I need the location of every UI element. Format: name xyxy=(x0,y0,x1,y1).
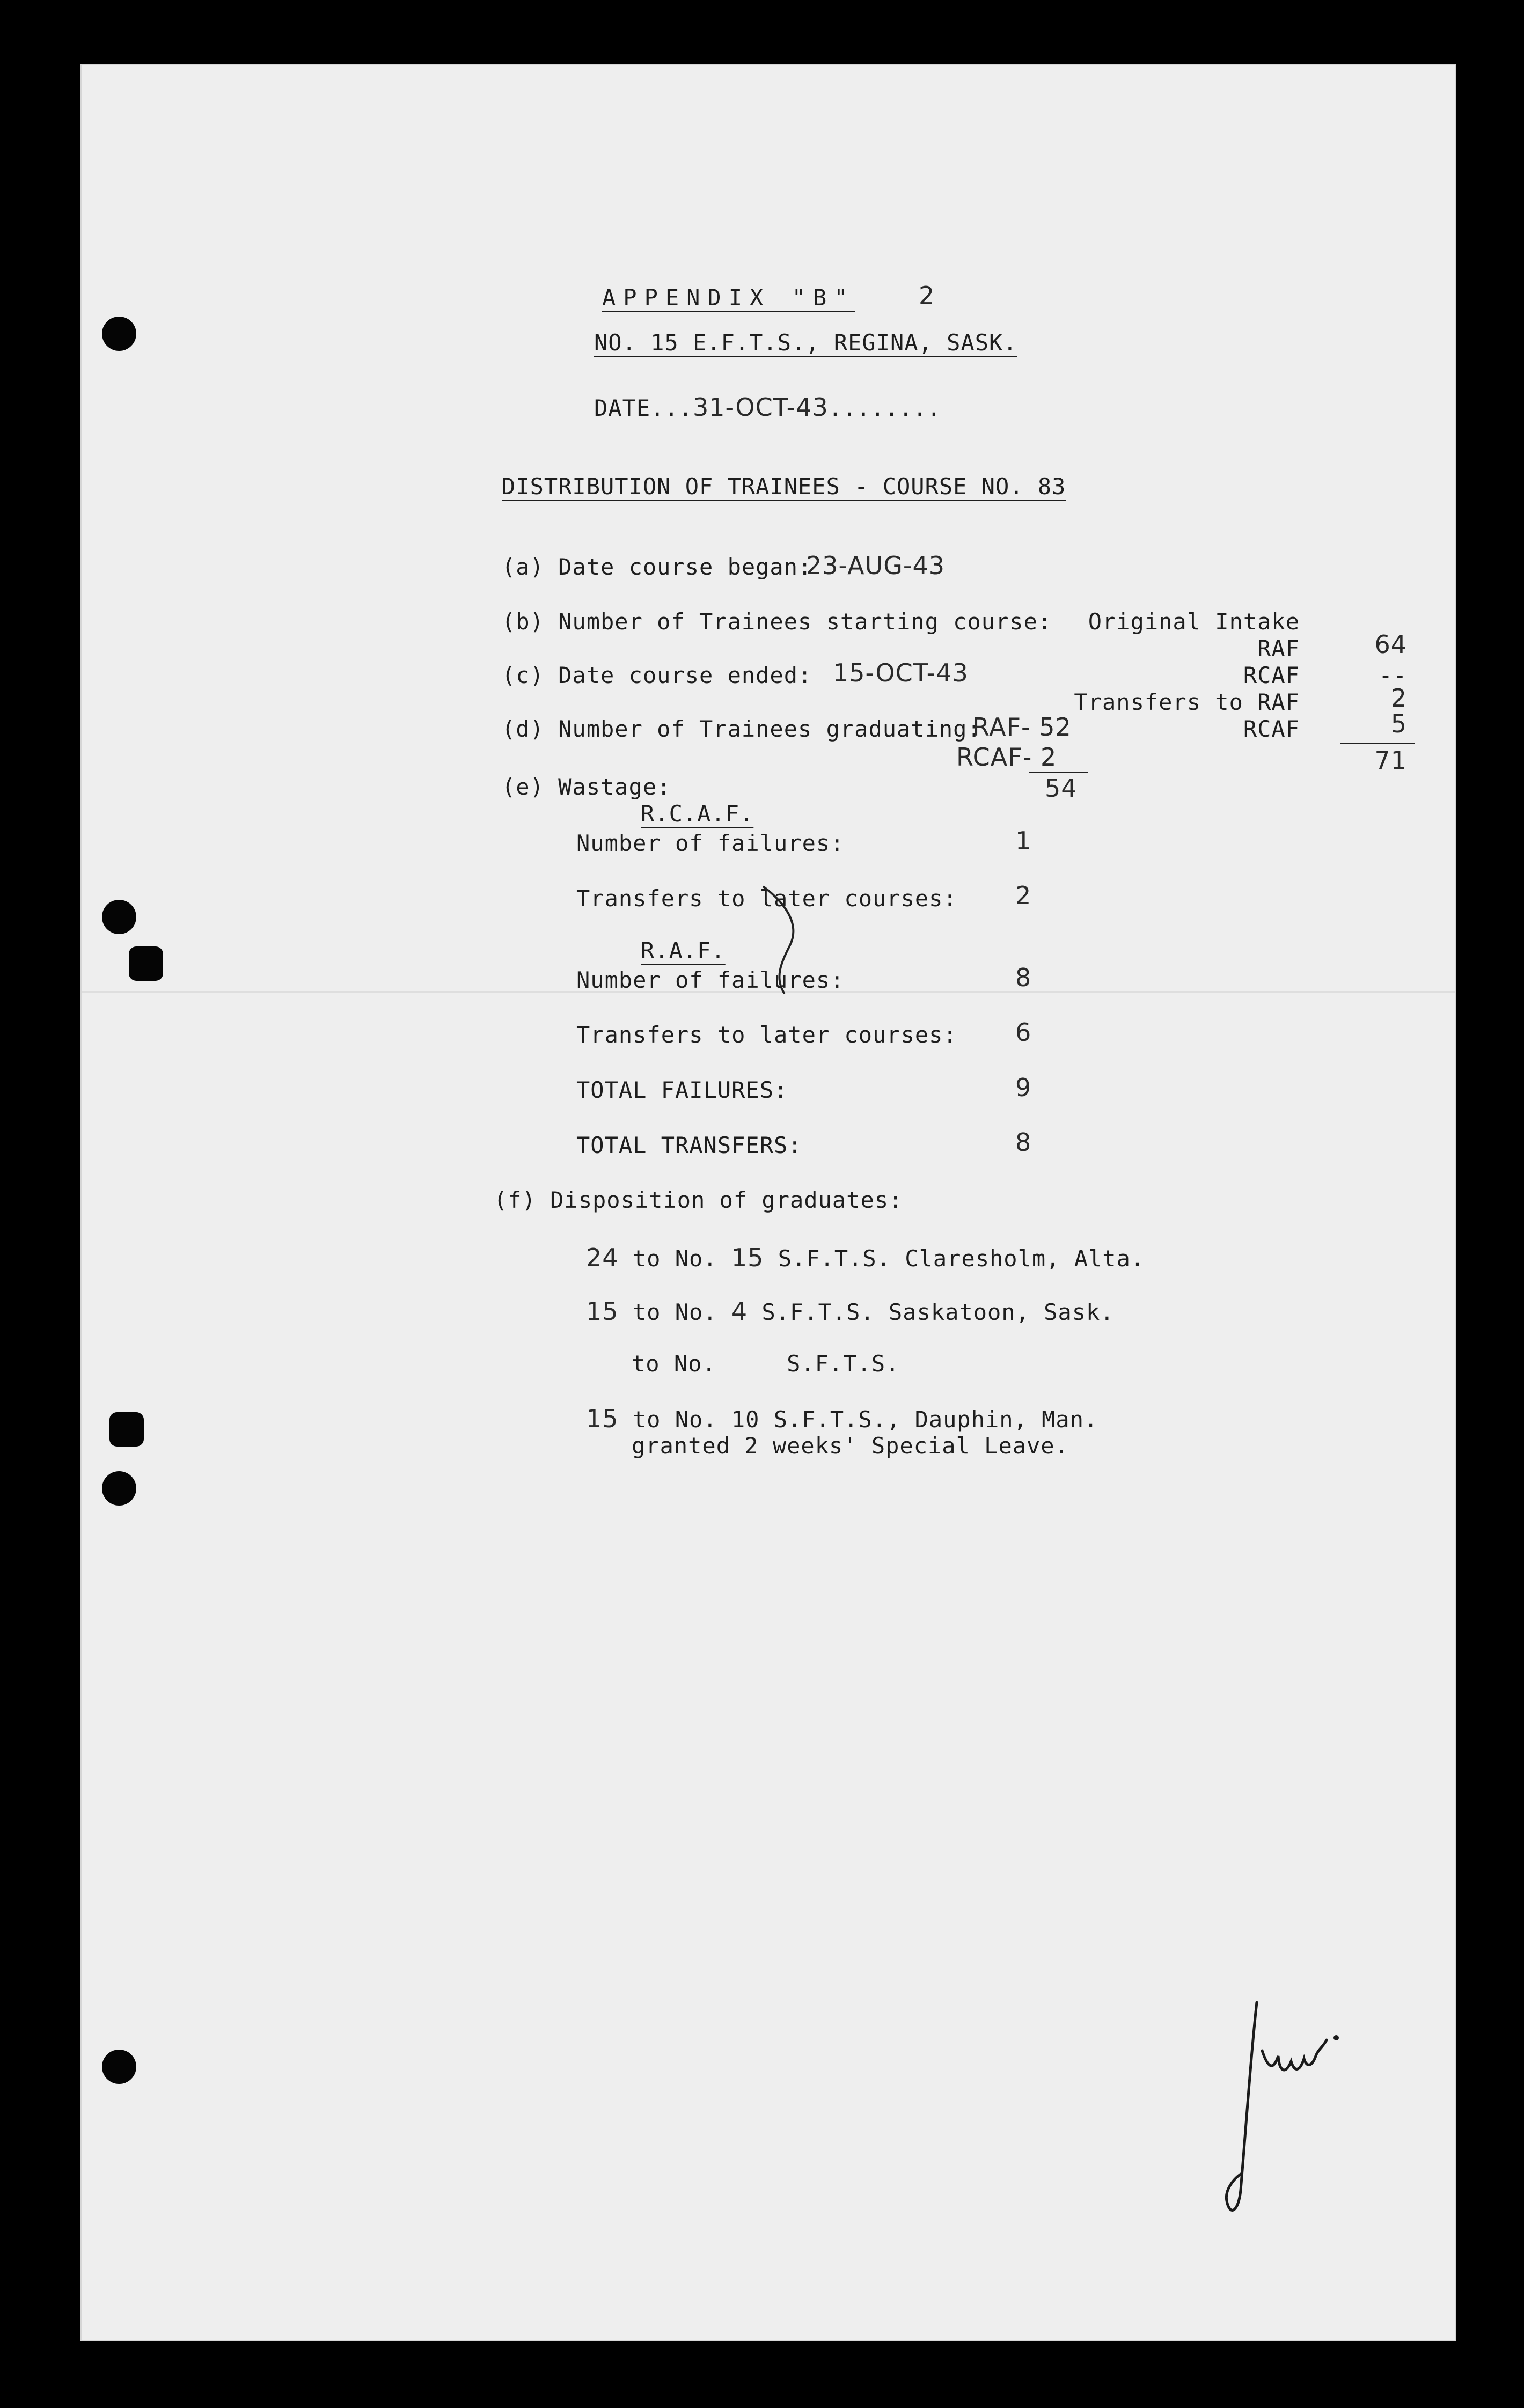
intake-raf-value: 64 xyxy=(1374,630,1407,659)
raf-heading: R.A.F. xyxy=(641,937,726,964)
date-line: DATE...31-OCT-43........ xyxy=(594,393,942,422)
intake-raf-label: RAF xyxy=(1257,635,1300,662)
appendix-heading: APPENDIX "B" xyxy=(602,284,855,311)
intake-transfers-value: 2 xyxy=(1390,684,1407,713)
item-c-value: 15-OCT-43 xyxy=(833,658,969,687)
rcaf-failures-label: Number of failures: xyxy=(576,830,845,856)
total-transfers-value: 8 xyxy=(1015,1128,1032,1157)
appendix-number: 2 xyxy=(919,281,935,310)
item-d-raf: RAF- 52 xyxy=(972,713,1072,742)
disposition-line-2: 15 to No. 4 S.F.T.S. Saskatoon, Sask. xyxy=(586,1297,1115,1326)
total-failures-label: TOTAL FAILURES: xyxy=(576,1077,788,1103)
disposition-line-3: to No. S.F.T.S. xyxy=(632,1350,900,1377)
binder-hole xyxy=(109,1412,144,1447)
intake-total-rule xyxy=(1340,743,1415,744)
rcaf-transfers-label: Transfers to later courses: xyxy=(576,885,957,912)
unit-heading: NO. 15 E.F.T.S., REGINA, SASK. xyxy=(594,329,1017,356)
item-d-total-rule xyxy=(1029,772,1088,773)
intake-heading: Original Intake xyxy=(1088,608,1300,635)
binder-hole xyxy=(102,317,136,351)
binder-hole xyxy=(129,946,163,981)
disposition-line-1: 24 to No. 15 S.F.T.S. Claresholm, Alta. xyxy=(586,1243,1145,1272)
binder-hole xyxy=(102,2050,136,2084)
binder-hole xyxy=(102,1471,136,1506)
document-title: DISTRIBUTION OF TRAINEES - COURSE NO. 83 xyxy=(502,473,1066,500)
raf-failures-label: Number of failures: xyxy=(576,967,845,993)
document-page xyxy=(80,64,1456,2341)
item-b-label: (b) Number of Trainees starting course: xyxy=(502,608,1052,635)
date-value: 31-OCT-43 xyxy=(693,393,829,422)
rcaf-failures-value: 1 xyxy=(1015,826,1032,855)
raf-transfers-value: 6 xyxy=(1015,1018,1032,1047)
item-d-rcaf: RCAF- 2 xyxy=(956,743,1057,772)
intake-total: 71 xyxy=(1374,746,1407,775)
total-transfers-label: TOTAL TRANSFERS: xyxy=(576,1132,802,1158)
item-d-label: (d) Number of Trainees graduating: xyxy=(502,716,981,742)
item-a-label: (a) Date course began: xyxy=(502,554,812,580)
handwritten-initials xyxy=(1219,1986,1348,2222)
binder-hole xyxy=(102,900,136,934)
rcaf-transfers-value: 2 xyxy=(1015,881,1032,910)
intake-rcaf2-value: 5 xyxy=(1390,709,1407,738)
intake-rcaf2-label: RCAF xyxy=(1243,716,1300,742)
raf-transfers-label: Transfers to later courses: xyxy=(576,1022,957,1048)
disposition-line-4-note: granted 2 weeks' Special Leave. xyxy=(632,1433,1069,1459)
total-failures-value: 9 xyxy=(1015,1073,1032,1102)
item-a-value: 23-AUG-43 xyxy=(806,551,946,580)
raf-failures-value: 8 xyxy=(1015,963,1032,992)
intake-rcaf-value: -- xyxy=(1379,662,1407,688)
item-c-label: (c) Date course ended: xyxy=(502,662,812,688)
rcaf-heading: R.C.A.F. xyxy=(641,801,754,827)
item-e-label: (e) Wastage: xyxy=(502,774,671,800)
item-d-total: 54 xyxy=(1045,774,1078,803)
intake-transfers-label: Transfers to RAF xyxy=(1074,689,1300,715)
intake-rcaf-label: RCAF xyxy=(1243,662,1300,688)
disposition-line-4: 15 to No. 10 S.F.T.S., Dauphin, Man. xyxy=(586,1404,1098,1433)
disposition-label: (f) Disposition of graduates: xyxy=(494,1187,903,1213)
